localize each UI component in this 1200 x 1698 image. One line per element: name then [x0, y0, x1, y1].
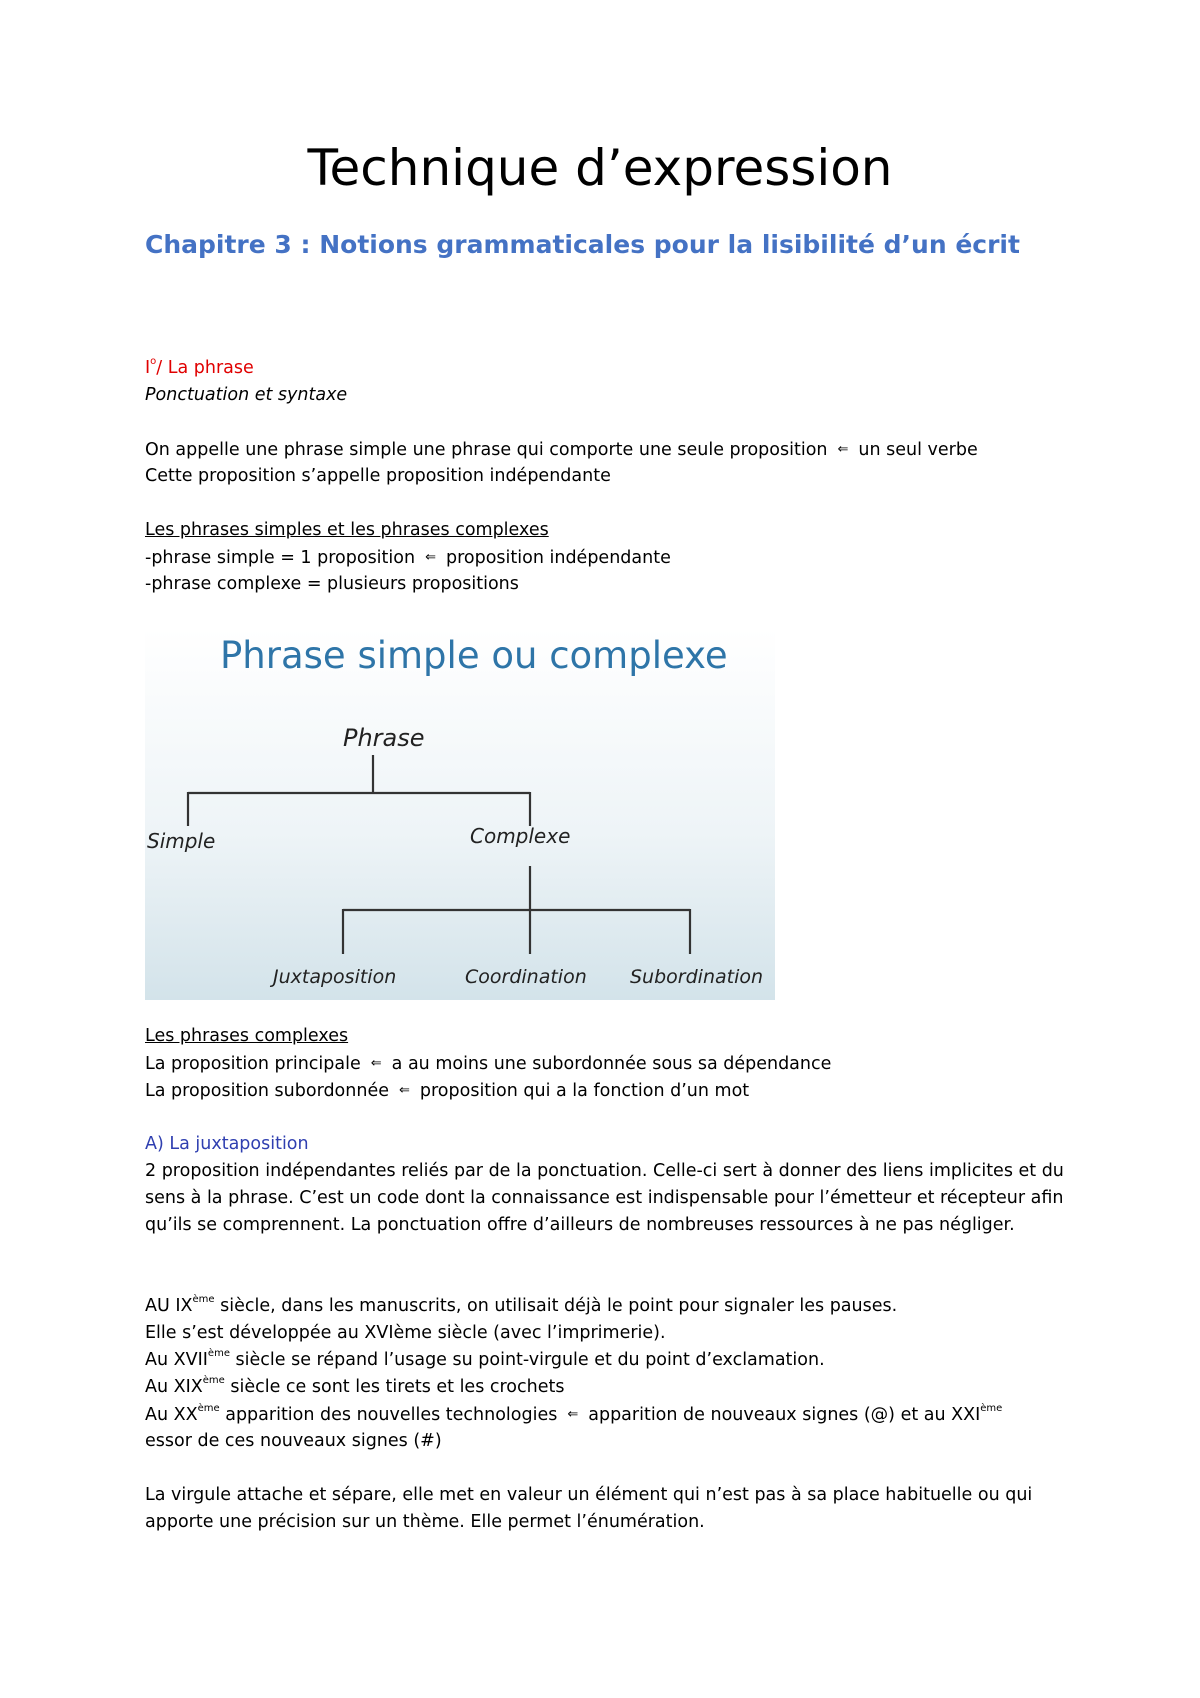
document-title: Technique d’expression [307, 139, 893, 197]
diagram-node-juxtaposition: Juxtaposition [273, 966, 397, 988]
paragraph-juxtaposition: 2 proposition indépendantes reliés par de la ponctuation. Celle-ci sert à donner des liens implicites et du sens à la phrase. C’est un code dont la connaissance est indispensable pour l’émetteur et récepteur afin qu’ils se comprennent. La ponctuation offre d’ailleurs de nombreuses ressources à ne pas négliger. [145, 1161, 1064, 1235]
heading-simples-complexes: Les phrases simples et les phrases complexes [145, 520, 549, 540]
paragraph-virgule: La virgule attache et sépare, elle met en valeur un élément qui n’est pas à sa place habituelle ou qui apporte une précision sur un thème. Elle permet l’énumération. [145, 1485, 1033, 1532]
history-line-essor: essor de ces nouveaux signes (#) [145, 1431, 442, 1451]
arrow-icon: ⇐ [425, 550, 436, 565]
diagram-node-coordination: Coordination [465, 966, 587, 988]
arrow-icon: ⇐ [370, 1056, 382, 1071]
diagram-node-simple: Simple [147, 829, 216, 853]
arrow-icon: ⇐ [837, 442, 849, 457]
diagram-title: Phrase simple ou complexe [220, 634, 728, 677]
list-item-phrase-simple: -phrase simple = 1 proposition ⇐ proposition indépendante [145, 544, 671, 572]
diagram-node-phrase: Phrase [343, 724, 425, 752]
line-proposition-principale: La proposition principale ⇐ a au moins une subordonnée sous sa dépendance [145, 1050, 831, 1078]
phrase-diagram [145, 628, 775, 1000]
history-line-ix: AU IXème siècle, dans les manuscrits, on utilisait déjà le point pour signaler les pauses. [145, 1294, 898, 1316]
arrow-icon: ⇐ [567, 1407, 579, 1422]
history-line-xvi: Elle s’est développée au XVIème siècle (avec l’imprimerie). [145, 1323, 666, 1343]
list-item-phrase-complexe: -phrase complexe = plusieurs propositions [145, 574, 519, 594]
subtitle-ponctuation: Ponctuation et syntaxe [145, 385, 348, 405]
arrow-icon: ⇐ [398, 1083, 410, 1098]
diagram-background [145, 628, 775, 1000]
chapter-heading: Chapitre 3 : Notions grammaticales pour la lisibilité d’un écrit [145, 230, 1020, 259]
heading-phrases-complexes: Les phrases complexes [145, 1026, 349, 1046]
section-heading-juxtaposition: A) La juxtaposition [145, 1134, 309, 1154]
definition-line-2: Cette proposition s’appelle proposition indépendante [145, 466, 611, 486]
history-line-xix: Au XIXème siècle ce sont les tirets et les crochets [145, 1375, 565, 1397]
line-proposition-subordonnee: La proposition subordonnée ⇐ proposition qui a la fonction d’un mot [145, 1077, 749, 1105]
diagram-node-subordination: Subordination [630, 966, 764, 988]
diagram-node-complexe: Complexe [470, 824, 571, 848]
definition-line-1: On appelle une phrase simple une phrase qui comporte une seule proposition ⇐ un seul verbe [145, 436, 978, 464]
history-line-xvii: Au XVIIème siècle se répand l’usage su point-virgule et du point d’exclamation. [145, 1348, 825, 1370]
history-line-xx: Au XXème apparition des nouvelles technologies ⇐ apparition de nouveaux signes (@) et au XXIème [145, 1401, 1002, 1429]
section-heading-la-phrase: $I^o/$ La phrase [145, 356, 254, 378]
